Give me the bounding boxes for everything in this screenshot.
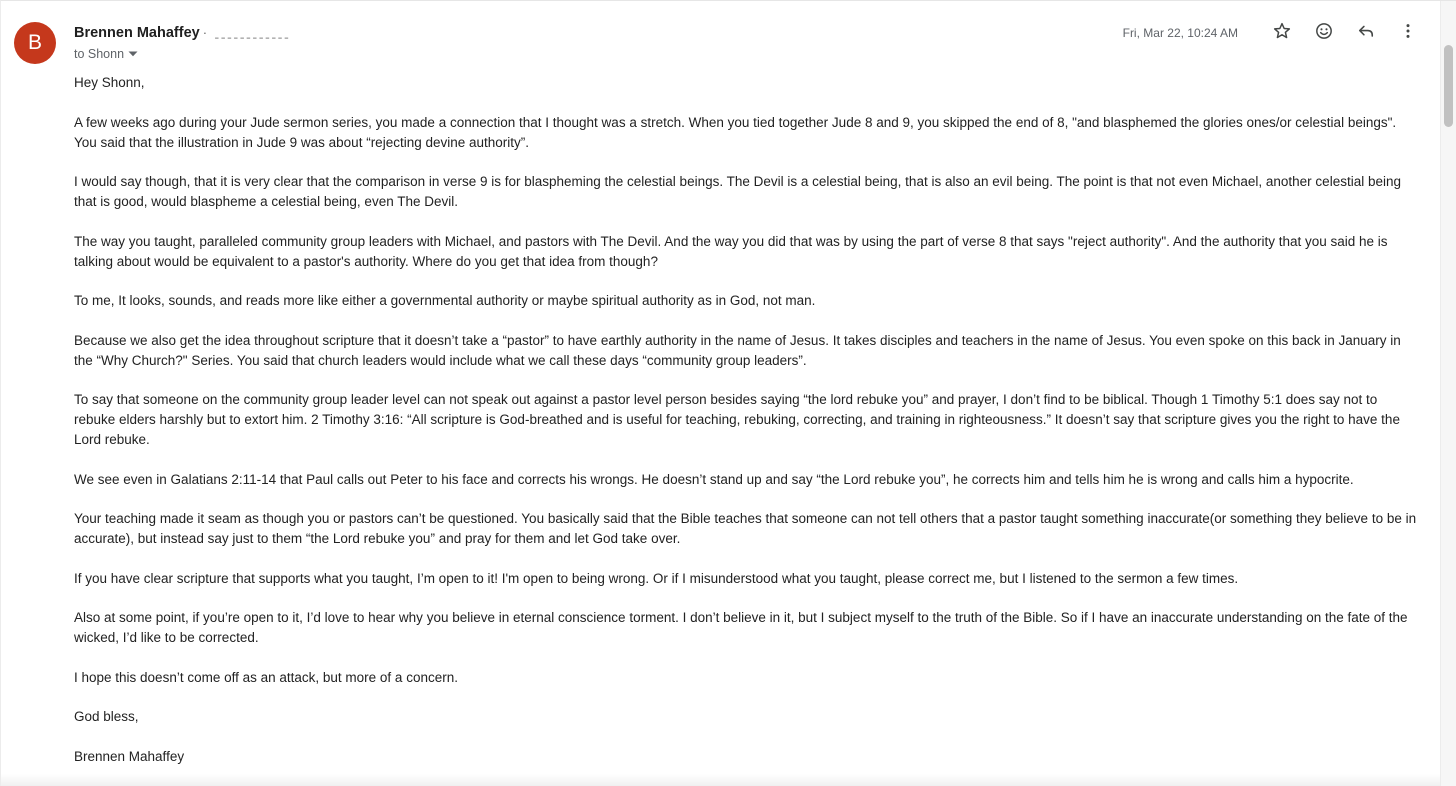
add-reaction-button[interactable] [1310,19,1338,47]
more-vert-icon [1398,21,1418,46]
chevron-down-icon [128,51,138,57]
emoji-reaction-icon [1314,21,1334,46]
closing-text: God bless, [74,709,139,724]
message-date: Fri, Mar 22, 10:24 AM [1122,26,1238,40]
star-button[interactable] [1268,19,1296,47]
sender-avatar[interactable]: B [14,22,56,64]
body-paragraph: If you have clear scripture that supports what you taught, I’m open to it! I'm open to being wrong. Or if I misunderstood what you taught, please correct me, but I listened to the sermon a few times. [74,570,1239,586]
message-meta [1123,19,1422,47]
recipient-details-toggle[interactable] [74,47,138,61]
star-icon [1272,21,1292,46]
bottom-fade [1,774,1440,786]
body-paragraph: Also at some point, if you’re open to it, I’d love to hear why you believe in eternal conscience torment. I don’t believe in it, but I subject myself to the truth of the Bible. So if I have an inaccurate understanding on the fate of the wicked, I’d like to be corrected. [74,610,1408,645]
body-paragraph: The way you taught, paralleled community group leaders with Michael, and pastors with The Devil. And the way you did that was by using the part of verse 8 that says "reject authority". And the authority that you said he is talking about would be equivalent to a pastor's authority. Where do you get that idea from though? [74,233,1388,269]
sender-email-redacted: · ˍˍˍˍˍˍˍˍˍˍˍˍ [202,25,291,40]
body-paragraph: To me, It looks, sounds, and reads more like either a governmental authority or maybe spiritual authority as in God, not man. [74,293,816,308]
signature-text: Brennen Mahaffey [74,748,185,764]
body-paragraph: Your teaching made it seam as though you or pastors can’t be questioned. You basically said that the Bible teaches that someone can not tell others that a pastor taught something inaccurate(or something they believe to be in accurate), but instead say just to them “the Lord rebuke you” and pray for them and let God take over. [74,511,1417,546]
body-paragraph: A few weeks ago during your Jude sermon series, you made a connection that I thought was a stretch. When you tied together Jude 8 and 9, you skipped the end of 8, "and blasphemed the glories ones/or celestial beings". You said that the illustration in Jude 9 was about “rejecting devine authority”. [74,114,1397,150]
more-options-button[interactable] [1394,19,1422,47]
message-body [74,73,1420,786]
sender-name[interactable]: Brennen Mahaffey [74,25,200,41]
scrollbar-thumb[interactable] [1444,45,1453,127]
reply-icon [1356,21,1376,46]
body-paragraph: Because we also get the idea throughout scripture that it doesn’t take a “pastor” to have earthly authority in the name of Jesus. It takes disciples and teachers in the name of Jesus. You even spoke on this back in January in the “Why Church?" Series. You said that church leaders would include what we call these days “community group leaders”. [74,332,1401,368]
sender-line [74,25,291,41]
reply-button[interactable] [1352,19,1380,47]
vertical-scrollbar[interactable] [1440,1,1456,786]
greeting-text: Hey Shonn, [74,75,145,90]
body-paragraph: We see even in Galatians 2:11-14 that Paul calls out Peter to his face and corrects his wrongs. He doesn’t stand up and say “the Lord rebuke you”, he corrects him and tells him he is wrong and calls him a hypocrite. [74,471,1354,487]
body-paragraph: I hope this doesn’t come off as an attack, but more of a concern. [74,669,458,685]
recipient-label: to Shonn [74,47,125,61]
body-paragraph: I would say though, that it is very clear that the comparison in verse 9 is for blaspheming the celestial beings. The Devil is a celestial being, that is also an evil being. The point is that not even Michael, another celestial being that is good, would blaspheme a celestial being, even The Devil. [74,174,1401,209]
body-paragraph: To say that someone on the community group leader level can not speak out against a pastor level person besides saying “the lord rebuke you” and prayer, I don’t find to be biblical. Though 1 Timothy 5:1 does say not to rebuke elders harshly but to extort him. 2 Timothy 3:16: “All scripture is God-breathed and is useful for teaching, rebuking, correcting, and training in righteousness.” It doesn’t say that scripture gives you the right to have the Lord rebuke. [74,392,1400,447]
